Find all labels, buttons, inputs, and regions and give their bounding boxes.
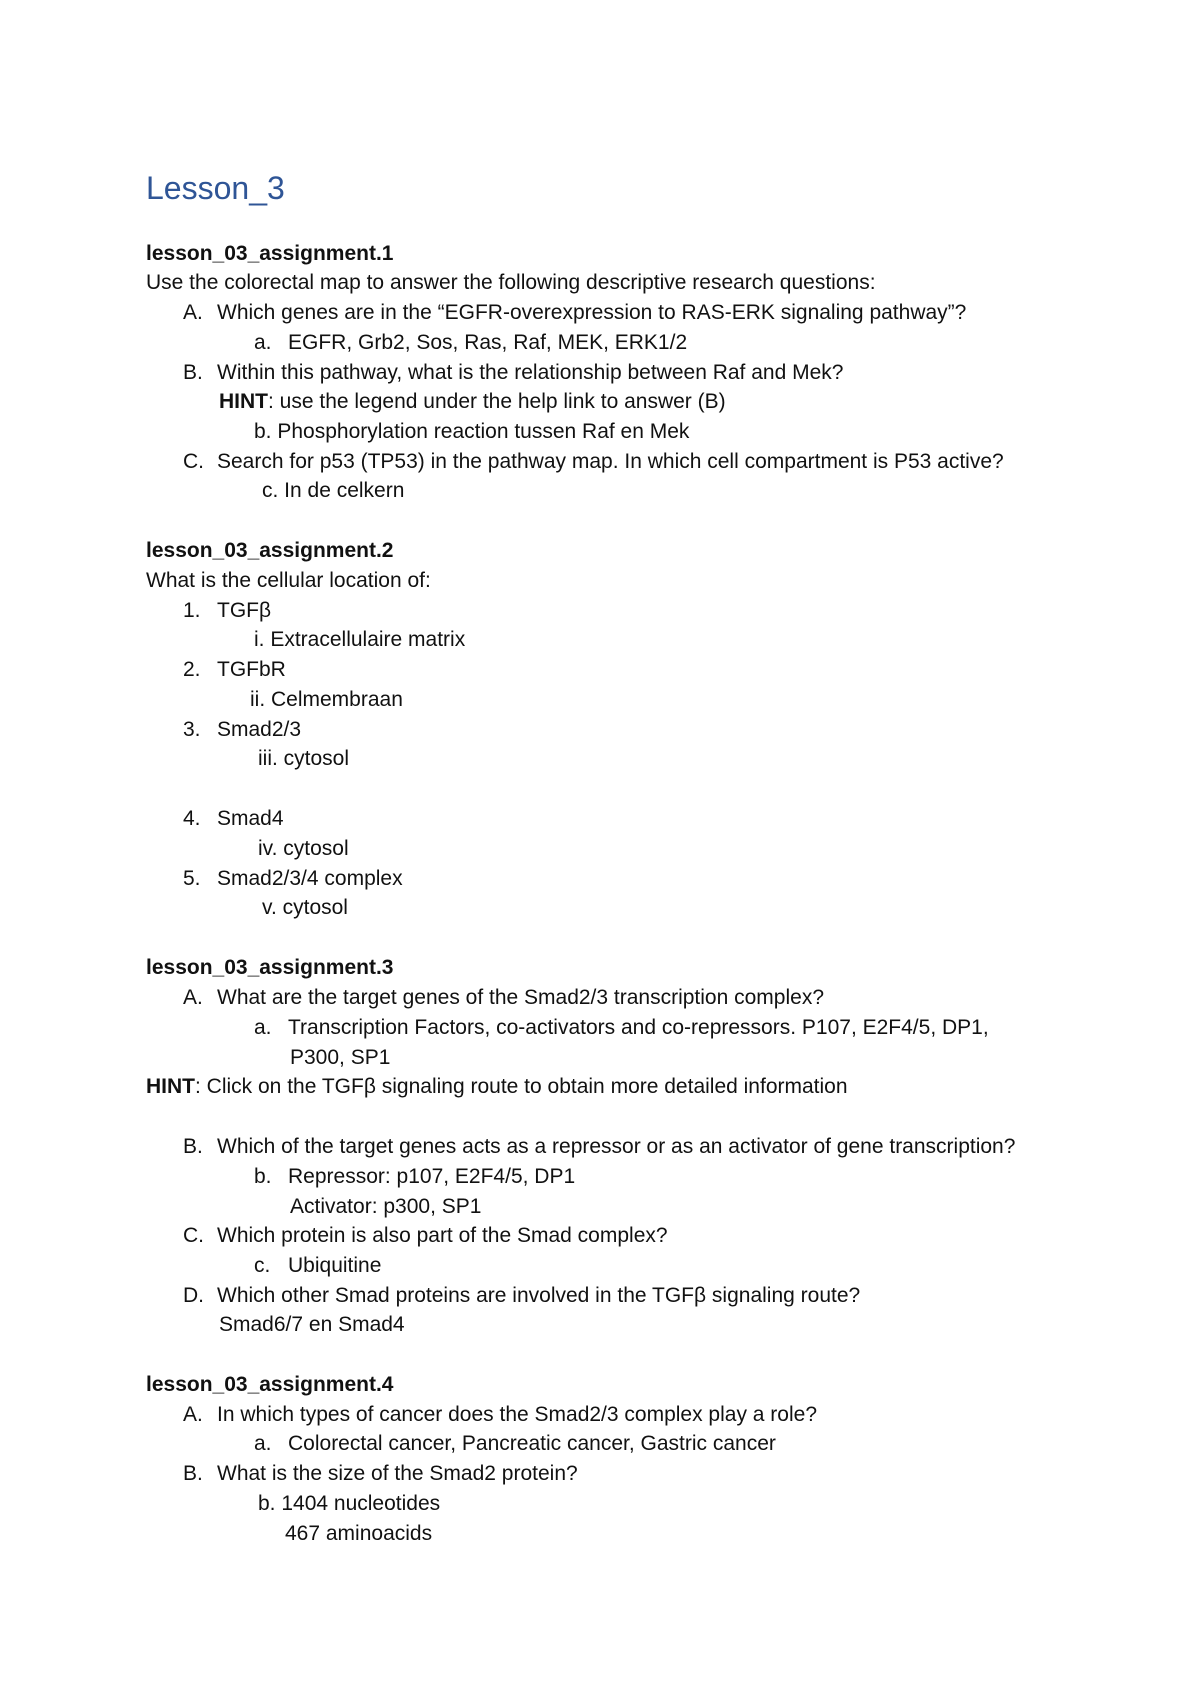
question-text: Which protein is also part of the Smad complex? xyxy=(217,1224,668,1247)
assignment-1-question-b xyxy=(183,359,843,386)
list-item-answer: ii. Celmembraan xyxy=(250,688,403,711)
list-marker: 1. xyxy=(183,599,201,622)
list-item xyxy=(183,865,403,892)
assignment-3-answer-b xyxy=(254,1163,575,1190)
assignment-4-heading: lesson_03_assignment.4 xyxy=(146,1373,394,1396)
answer-text: EGFR, Grb2, Sos, Ras, Raf, MEK, ERK1/2 xyxy=(288,331,688,354)
assignment-4-answer-b-cont: 467 aminoacids xyxy=(285,1522,433,1545)
list-marker: B. xyxy=(183,1462,203,1485)
assignment-4-answer-b: b. 1404 nucleotides xyxy=(258,1492,441,1515)
question-text: Which genes are in the “EGFR-overexpression to RAS-ERK signaling pathway”? xyxy=(217,301,967,324)
assignment-1-intro: Use the colorectal map to answer the following descriptive research questions: xyxy=(146,271,876,294)
list-marker: a. xyxy=(254,1016,272,1039)
list-item-answer: v. cytosol xyxy=(262,896,348,919)
list-item-answer: iv. cytosol xyxy=(258,837,349,860)
list-marker: b. xyxy=(254,1165,272,1188)
page-title: Lesson_3 xyxy=(146,170,285,206)
list-marker: A. xyxy=(183,301,203,324)
assignment-1-answer-c: c. In de celkern xyxy=(262,479,405,502)
answer-text: Repressor: p107, E2F4/5, DP1 xyxy=(288,1165,576,1188)
assignment-3-answer-c xyxy=(254,1252,381,1279)
assignment-1-question-a xyxy=(183,299,966,326)
assignment-3-question-b xyxy=(183,1133,1015,1160)
item-label: Smad2/3/4 complex xyxy=(217,867,403,890)
list-item-answer: iii. cytosol xyxy=(258,747,350,770)
list-marker: A. xyxy=(183,1403,203,1426)
question-text: Search for p53 (TP53) in the pathway map. In which cell compartment is P53 active? xyxy=(217,450,1004,473)
list-item xyxy=(183,805,284,832)
assignment-4-answer-a xyxy=(254,1430,776,1457)
assignment-1-heading: lesson_03_assignment.1 xyxy=(146,242,394,265)
question-text: In which types of cancer does the Smad2/3 complex play a role? xyxy=(217,1403,817,1426)
list-marker: a. xyxy=(254,331,272,354)
list-marker: 4. xyxy=(183,807,201,830)
assignment-3-question-c xyxy=(183,1222,668,1249)
assignment-3-answer-a-cont: P300, SP1 xyxy=(290,1046,391,1069)
list-marker: B. xyxy=(183,1135,203,1158)
list-marker: 3. xyxy=(183,718,201,741)
hint-label: HINT xyxy=(146,1075,195,1098)
assignment-3-hint xyxy=(146,1073,848,1100)
list-item-answer: i. Extracellulaire matrix xyxy=(254,628,466,651)
list-marker: A. xyxy=(183,986,203,1009)
assignment-2-intro: What is the cellular location of: xyxy=(146,569,431,592)
assignment-3-answer-b-cont: Activator: p300, SP1 xyxy=(290,1195,482,1218)
assignment-2-heading: lesson_03_assignment.2 xyxy=(146,539,394,562)
answer-text: Ubiquitine xyxy=(288,1254,382,1277)
list-item xyxy=(183,597,271,624)
list-marker: c. xyxy=(254,1254,271,1277)
assignment-1-answer-a xyxy=(254,329,687,356)
assignment-3-question-d xyxy=(183,1282,860,1309)
assignment-4-question-b xyxy=(183,1460,578,1487)
assignment-3-heading: lesson_03_assignment.3 xyxy=(146,956,394,979)
hint-text: : use the legend under the help link to answer (B) xyxy=(268,390,726,413)
list-item xyxy=(183,716,301,743)
item-label: TGFbR xyxy=(217,658,286,681)
list-marker: a. xyxy=(254,1432,272,1455)
question-text: Which other Smad proteins are involved in the TGFβ signaling route? xyxy=(217,1284,861,1307)
assignment-1-question-c xyxy=(183,448,1004,475)
assignment-1-hint xyxy=(219,388,726,415)
list-item xyxy=(183,656,286,683)
assignment-4-question-a xyxy=(183,1401,817,1428)
question-text: What are the target genes of the Smad2/3 transcription complex? xyxy=(217,986,825,1009)
list-marker: C. xyxy=(183,1224,204,1247)
hint-label: HINT xyxy=(219,390,268,413)
question-text: Which of the target genes acts as a repressor or as an activator of gene transcription? xyxy=(217,1135,1016,1158)
item-label: Smad4 xyxy=(217,807,284,830)
assignment-3-answer-a xyxy=(254,1014,989,1041)
list-marker: B. xyxy=(183,361,203,384)
hint-text: : Click on the TGFβ signaling route to obtain more detailed information xyxy=(195,1075,848,1098)
assignment-3-answer-d: Smad6/7 en Smad4 xyxy=(219,1313,405,1336)
item-label: TGFβ xyxy=(217,599,272,622)
answer-text: Transcription Factors, co-activators and co-repressors. P107, E2F4/5, DP1, xyxy=(288,1016,989,1039)
list-marker: C. xyxy=(183,450,204,473)
assignment-1-answer-b: b. Phosphorylation reaction tussen Raf en Mek xyxy=(254,420,690,443)
assignment-3-question-a xyxy=(183,984,824,1011)
question-text: What is the size of the Smad2 protein? xyxy=(217,1462,578,1485)
list-marker: 2. xyxy=(183,658,201,681)
list-marker: D. xyxy=(183,1284,204,1307)
list-marker: 5. xyxy=(183,867,201,890)
answer-text: Colorectal cancer, Pancreatic cancer, Gastric cancer xyxy=(288,1432,776,1455)
item-label: Smad2/3 xyxy=(217,718,302,741)
question-text: Within this pathway, what is the relationship between Raf and Mek? xyxy=(217,361,844,384)
